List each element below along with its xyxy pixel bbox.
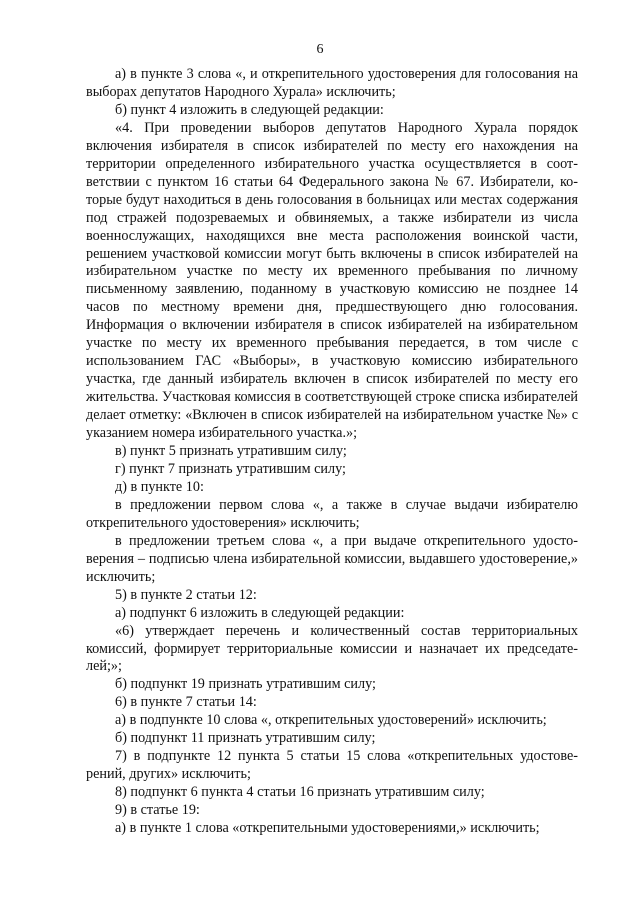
paragraph-1b-item-4-intro: б) пункт 4 изложить в следующей редакции: (115, 101, 384, 118)
paragraph-6a-subitem-10: а) в подпункте 10 слова «, открепительных удостоверений» исключить; (115, 712, 547, 729)
paragraph-6b-subitem-11: б) подпункт 11 признать утратившим силу; (115, 730, 376, 747)
paragraph-sentence-three: в предложении третьем слова «, а при выдаче открепительного удостоверения – подписью члена избирательной комиссии, выдавшего удостоверение,» исключить; (86, 532, 578, 585)
paragraph-5a-subitem-6: а) подпункт 6 изложить в следующей редакции: (115, 604, 405, 621)
paragraph-1a-item-3: а) в пункте 3 слова «, и открепительного удостоверения для голосования на выборах депутатов Народного Хурала» исключить; (86, 66, 578, 100)
paragraph-8-article-16: 8) подпункт 6 пункта 4 статьи 16 признать утратившим силу; (115, 784, 485, 801)
document-body (86, 66, 578, 838)
paragraph-6-article-14: 6) в пункте 7 статьи 14: (115, 694, 257, 711)
paragraph-1g-item-7: г) пункт 7 признать утратившим силу; (115, 460, 346, 477)
paragraph-9a-item-1: а) в пункте 1 слова «открепительными удостоверениями,» исключить; (115, 820, 540, 837)
paragraph-1d-item-10: д) в пункте 10: (115, 478, 204, 495)
paragraph-7-article-15: 7) в подпункте 12 пункта 5 статьи 15 слова «открепительных удостоверений, других» исключить; (86, 748, 578, 783)
paragraph-sentence-one: в предложении первом слова «, а также в случае выдачи избирателю открепительного удостоверения» исключить; (86, 496, 578, 531)
paragraph-5-article-12: 5) в пункте 2 статьи 12: (115, 586, 257, 603)
page-number: 6 (316, 42, 324, 57)
paragraph-subitem-6-new-text: «6) утверждает перечень и количественный состав территориальных комиссий, формирует территориальные комиссии и назначает их председателей;»; (86, 622, 578, 675)
paragraph-1v-item-5: в) пункт 5 признать утратившим силу; (115, 443, 347, 460)
paragraph-5b-subitem-19: б) подпункт 19 признать утратившим силу; (115, 676, 376, 693)
paragraph-9-article-19: 9) в статье 19: (115, 802, 200, 819)
paragraph-item-4-new-text: «4. При проведении выборов депутатов Народного Хурала порядок включения избирателя в список избирателей по месту его нахождения на территории определенного избирательного участка осуществляется в соответствии с пунктом 16 статьи 64 Федерального закона № 67. Избиратели, которые будут находиться в день голосования в больницах или местах содержания под стражей подозреваемых и обвиняемых, а также избиратели из числа военнослужащих, находящихся вне места расположения воинской части, решением участковой комиссии могут быть включены в список избирателей на избирательном участке по месту их временного пребывания по личному письменному заявлению, поданному в участковую комиссию не позднее 14 часов по местному времени дня, предшествующего дню голосования. Информация о включении избирателя в список избирателей на избирательном участке по месту их временного пребывания передается, в том числе с использованием ГАС «Выборы», в участковую комиссию избирательного участка, где данный избиратель включен в список избирателей по месту его жительства. Участковая комиссия в соответствующей строке списка избирателей делает отметку: «Включен в список избирателей на избирательном участке №» с указанием номера избирательного участка.»; (86, 119, 578, 442)
